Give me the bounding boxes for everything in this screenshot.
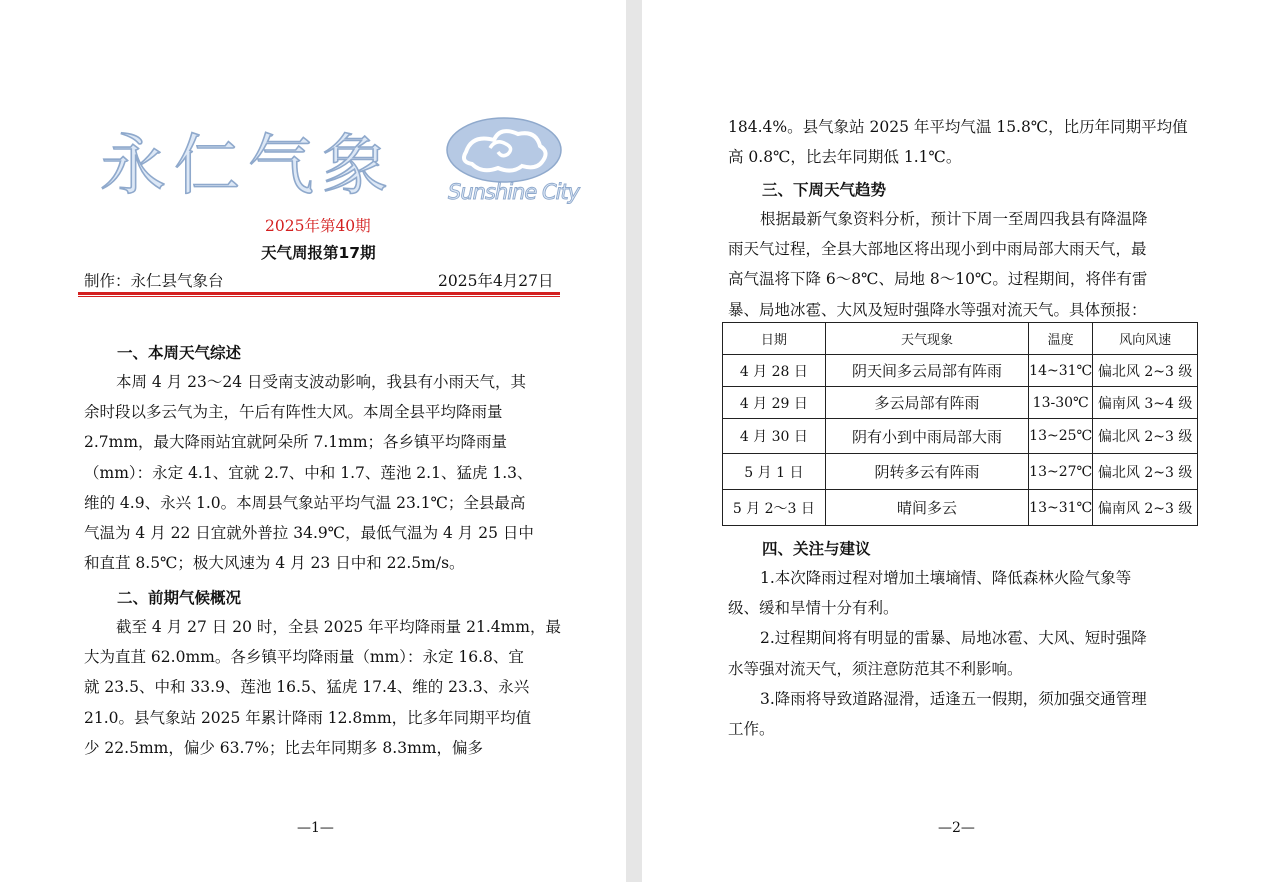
advice-line: 1.本次降雨过程对增加土壤墒情、降低森林火险气象等 xyxy=(760,569,1132,587)
table-cell: 多云局部有阵雨 xyxy=(825,387,1028,419)
table-cell: 4 月 29 日 xyxy=(723,387,826,419)
advice-line: 工作。 xyxy=(728,720,775,739)
section-4-title: 四、关注与建议 xyxy=(762,540,871,558)
subtitle: 天气周报第17期 xyxy=(261,244,376,262)
text-line: 本周 4 月 23～24 日受南支波动影响，我县有小雨天气，其 xyxy=(116,373,527,391)
advice-line: 水等强对流天气，须注意防范其不利影响。 xyxy=(728,659,1023,678)
section-2-body xyxy=(84,612,562,763)
table-row xyxy=(723,355,1198,387)
text-line: 大为直苴 62.0mm。各乡镇平均降雨量（mm）：永定 16.8、宜 xyxy=(84,648,524,667)
text-line: 雨天气过程，全县大部地区将出现小到中雨局部大雨天气，最 xyxy=(728,240,1147,259)
text-line: 和直苴 8.5℃；极大风速为 4 月 23 日中和 22.5m/s。 xyxy=(84,554,465,573)
text-line: （mm）：永定 4.1、宜就 2.7、中和 1.7、莲池 2.1、猛虎 1.3、 xyxy=(84,463,533,482)
text-line: 余时段以多云气为主，午后有阵性大风。本周全县平均降雨量 xyxy=(84,403,503,422)
header-wind: 风向风速 xyxy=(1093,323,1198,355)
table-cell: 13~25℃ xyxy=(1029,419,1093,454)
issue-date: 2025年4月27日 xyxy=(438,272,554,290)
page-number-2: —2— xyxy=(938,820,975,836)
text-line: 高 0.8℃，比去年同期低 1.1℃。 xyxy=(728,148,962,167)
table-cell: 阴转多云有阵雨 xyxy=(825,454,1028,490)
table-cell: 偏北风 2~3 级 xyxy=(1093,454,1198,490)
table-cell: 偏北风 2~3 级 xyxy=(1093,355,1198,387)
table-cell: 5 月 1 日 xyxy=(723,454,826,490)
text-line: 21.0。县气象站 2025 年累计降雨 12.8mm，比多年同期平均值 xyxy=(84,708,532,727)
text-line: 维的 4.9、永兴 1.0。本周县气象站平均气温 23.1℃；全县最高 xyxy=(84,493,526,512)
text-line: 暴、局地冰雹、大风及短时强降水等强对流天气。具体预报： xyxy=(728,300,1147,319)
advice-line: 2.过程期间将有明显的雷暴、局地冰雹、大风、短时强降 xyxy=(760,629,1147,648)
section-1-body xyxy=(84,367,548,578)
header-weather: 天气现象 xyxy=(825,323,1028,355)
advice-line: 级、缓和旱情十分有利。 xyxy=(728,599,899,618)
table-cell: 5 月 2～3 日 xyxy=(723,490,826,526)
table-cell: 4 月 30 日 xyxy=(723,419,826,454)
table-cell: 14~31℃ xyxy=(1029,355,1093,387)
logo-chinese: 永仁气象 xyxy=(100,127,396,204)
table-cell: 4 月 28 日 xyxy=(723,355,826,387)
text-line: 就 23.5、中和 33.9、莲池 16.5、猛虎 17.4、维的 23.3、永兴 xyxy=(84,678,530,697)
issue-number: 2025年第40期 xyxy=(265,217,371,235)
section-1-title: 一、本周天气综述 xyxy=(117,344,242,362)
text-line: 根据最新气象资料分析，预计下周一至周四我县有降温降 xyxy=(760,210,1148,228)
producer: 制作：永仁县气象台 xyxy=(84,272,224,290)
text-line: 2.7mm，最大降雨站宜就阿朵所 7.1mm；各乡镇平均降雨量 xyxy=(84,433,508,452)
table-cell: 阴天间多云局部有阵雨 xyxy=(825,355,1028,387)
text-line: 184.4%。县气象站 2025 年平均气温 15.8℃，比历年同期平均值 xyxy=(728,118,1188,136)
table-cell: 偏南风 2~3 级 xyxy=(1093,490,1198,526)
table-row xyxy=(723,490,1198,526)
logo-english: Sunshine City xyxy=(448,180,580,204)
forecast-table xyxy=(722,322,1198,526)
advice-line: 3.降雨将导致道路湿滑，适逢五一假期，须加强交通管理 xyxy=(760,689,1147,708)
table-cell: 13-30℃ xyxy=(1029,387,1093,419)
table-row xyxy=(723,419,1198,454)
text-line: 截至 4 月 27 日 20 时，全县 2025 年平均降雨量 21.4mm，最 xyxy=(116,618,562,636)
text-line: 气温为 4 月 22 日宜就外普拉 34.9℃，最低气温为 4 月 25 日中 xyxy=(84,524,534,543)
page-1 xyxy=(0,0,626,882)
section-2-title: 二、前期气候概况 xyxy=(117,589,242,607)
page-2 xyxy=(642,0,1270,882)
text-line: 高气温将下降 6～8℃、局地 8～10℃。过程期间，将伴有雷 xyxy=(728,270,1148,289)
header-date: 日期 xyxy=(723,323,826,355)
header-divider-thin xyxy=(78,296,560,297)
table-cell: 13~31℃ xyxy=(1029,490,1093,526)
page-number-1: —1— xyxy=(297,820,334,836)
section-2-continued xyxy=(728,112,1198,172)
table-row xyxy=(723,454,1198,490)
table-cell: 偏南风 3~4 级 xyxy=(1093,387,1198,419)
header-divider xyxy=(78,292,560,295)
table-cell: 13~27℃ xyxy=(1029,454,1093,490)
section-3-body xyxy=(728,204,1198,325)
section-4-body xyxy=(728,563,1198,744)
table-cell: 晴间多云 xyxy=(825,490,1028,526)
header-temperature: 温度 xyxy=(1029,323,1093,355)
table-header-row xyxy=(723,323,1198,355)
table-cell: 偏北风 2~3 级 xyxy=(1093,419,1198,454)
text-line: 少 22.5mm，偏少 63.7%；比去年同期多 8.3mm，偏多 xyxy=(84,738,483,757)
section-3-title: 三、下周天气趋势 xyxy=(762,181,887,199)
table-cell: 阴有小到中雨局部大雨 xyxy=(825,419,1028,454)
table-row xyxy=(723,387,1198,419)
